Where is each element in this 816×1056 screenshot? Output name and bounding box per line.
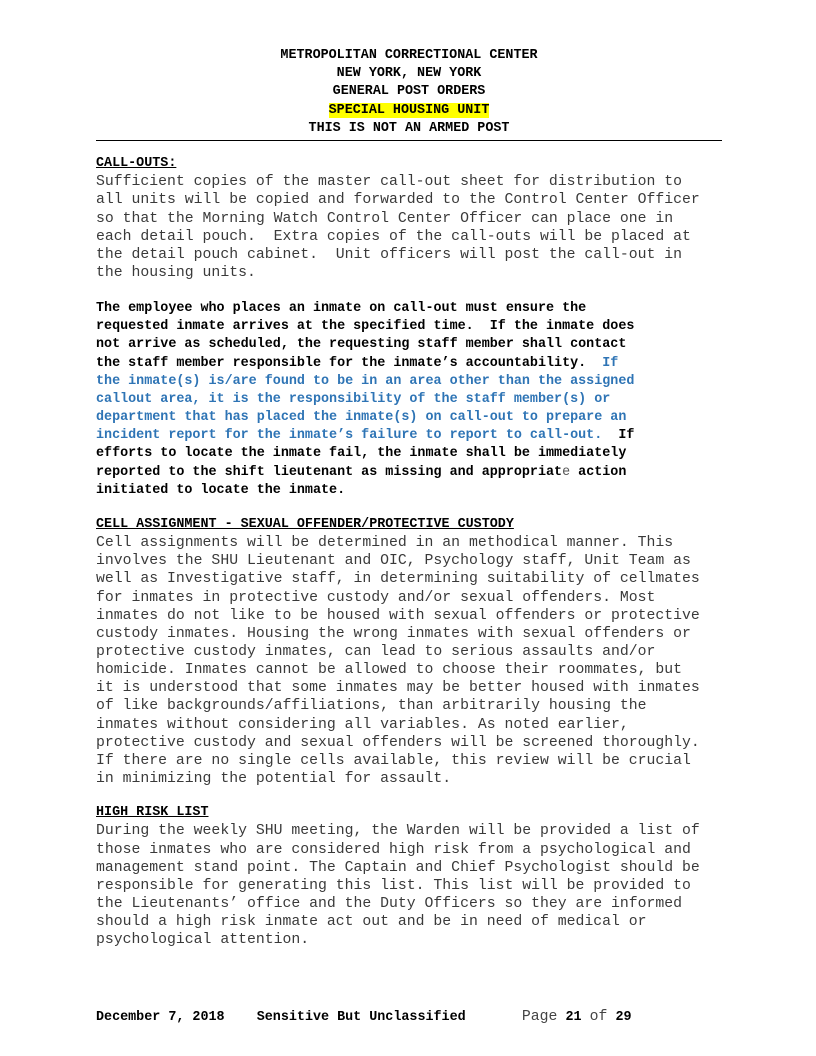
callouts-policy-paragraph: [96, 300, 756, 500]
header-institution: METROPOLITAN CORRECTIONAL CENTER: [280, 48, 538, 63]
text-line: efforts to locate the inmate fail, the inmate shall be immediately: [96, 446, 627, 462]
text-line: psychological attention.: [96, 932, 310, 949]
text-line: not arrive as scheduled, the requesting staff member shall contact: [96, 337, 627, 353]
text-line: homicide. Inmates cannot be allowed to choose their roommates, but: [96, 662, 683, 679]
text-line: management stand point. The Captain and Chief Psychologist should be: [96, 859, 700, 876]
text-line: all units will be copied and forwarded to the Control Center Officer: [96, 192, 700, 209]
blue-text-line: callout area, it is the responsibility of the staff member(s) or: [96, 391, 611, 407]
blue-text-segment: incident report for the inmate’s failure to report to call-out.: [96, 428, 603, 444]
text-line: the housing units.: [96, 265, 256, 281]
callouts-body: [96, 173, 756, 282]
section-title-high-risk: HIGH RISK LIST: [96, 805, 209, 821]
text-line: it is understood that some inmates may be better housed with inmates: [96, 680, 700, 697]
text-line: those inmates who are considered high risk from a psychological and: [96, 841, 691, 858]
high-risk-body: [96, 822, 756, 949]
text-segment: If: [602, 428, 635, 444]
footer-page-number: 21: [565, 1010, 582, 1025]
text-line: custody inmates. Housing the wrong inmates with sexual offenders or: [96, 625, 691, 642]
text-line: The employee who places an inmate on call-out must ensure the: [96, 301, 587, 317]
text-line: protective custody inmates, can lead to serious assaults and/or: [96, 644, 656, 661]
blue-text-segment: If: [602, 355, 619, 371]
section-title-callouts: CALL-OUTS:: [96, 156, 177, 172]
footer-page-total: 29: [615, 1010, 632, 1025]
header-doc-type: GENERAL POST ORDERS: [332, 84, 486, 100]
text-line: protective custody and sexual offenders will be screened thoroughly.: [96, 734, 700, 751]
text-line: initiated to locate the inmate.: [96, 482, 346, 498]
text-line: the detail pouch cabinet. Unit officers will post the call-out in: [96, 246, 683, 263]
footer-page-label: Page: [521, 1009, 558, 1025]
text-line: responsible for generating this list. This list will be provided to: [96, 877, 691, 894]
text-line: If there are no single cells available, this review will be crucial: [96, 752, 691, 769]
text-line: inmates without considering all variables. As noted earlier,: [96, 716, 629, 733]
page-footer: [96, 1008, 736, 1027]
text-line: should a high risk inmate act out and be in need of medical or: [96, 914, 647, 931]
text-line: each detail pouch. Extra copies of the call-outs will be placed at: [96, 228, 691, 245]
text-segment: the staff member responsible for the inmate’s accountability.: [96, 355, 603, 371]
section-title-cell-assignment: CELL ASSIGNMENT - SEXUAL OFFENDER/PROTECTIVE CUSTODY: [96, 516, 514, 532]
footer-date: December 7, 2018: [96, 1010, 225, 1025]
text-line: Cell assignments will be determined in an methodical manner. This: [96, 535, 674, 552]
blue-text-line: the inmate(s) is/are found to be in an area other than the assigned: [96, 373, 635, 389]
text-line: the Lieutenants’ office and the Duty Officers so they are informed: [96, 896, 683, 913]
text-line: for inmates in protective custody and/or sexual offenders. Most: [96, 589, 656, 606]
footer-classification: Sensitive But Unclassified: [256, 1010, 466, 1025]
cell-assignment-body: [96, 534, 756, 788]
text-segment: reported to the shift lieutenant as missing and appropriat: [96, 464, 563, 480]
blue-text-line: department that has placed the inmate(s) on call-out to prepare an: [96, 410, 627, 426]
header-divider: [96, 140, 722, 141]
text-segment: e: [562, 464, 571, 480]
text-line: Sufficient copies of the master call-out sheet for distribution to: [96, 174, 683, 191]
text-line: involves the SHU Lieutenant and OIC, Psychology staff, Unit Team as: [96, 553, 691, 570]
header-armed-status: THIS IS NOT AN ARMED POST: [308, 120, 510, 136]
text-line: inmates do not like to be housed with sexual offenders or protective: [96, 607, 700, 624]
text-line: of like backgrounds/affiliations, than arbitrarily housing the: [96, 698, 647, 715]
text-line: in minimizing the potential for assault.: [96, 771, 452, 788]
header-unit-highlighted: SPECIAL HOUSING UNIT: [328, 102, 490, 118]
text-segment: action: [570, 464, 627, 480]
footer-of-label: of: [589, 1009, 608, 1025]
text-line: requested inmate arrives at the specified time. If the inmate does: [96, 319, 635, 335]
document-header: [96, 47, 722, 138]
header-location: NEW YORK, NEW YORK: [336, 66, 482, 82]
text-line: During the weekly SHU meeting, the Warden will be provided a list of: [96, 823, 700, 840]
document-page: [96, 47, 756, 950]
text-line: so that the Morning Watch Control Center Officer can place one in: [96, 210, 674, 227]
text-line: well as Investigative staff, in determining suitability of cellmates: [96, 571, 700, 588]
